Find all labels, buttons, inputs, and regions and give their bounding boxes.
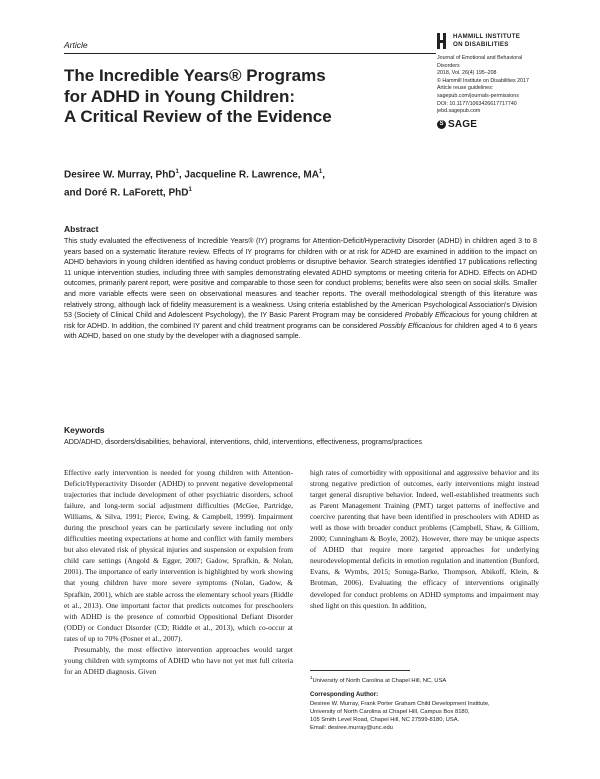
journal-line: © Hammill Institute on Disabilities 2017 — [437, 77, 529, 84]
publisher-name-line1: HAMMILL INSTITUTE — [453, 33, 521, 40]
keywords-text: ADD/ADHD, disorders/disabilities, behavioral, interventions, child, interventions, effectiveness, programs/practices — [64, 438, 422, 446]
corr-line: University of North Carolina at Chapel Hill, Campus Box 8180, — [310, 709, 470, 715]
corr-line: 105 Smith Level Road, Chapel Hill, NC 27599-8180, USA. — [310, 717, 460, 723]
title-line: The Incredible Years® Programs — [64, 66, 326, 85]
hammill-logo-icon — [437, 33, 450, 49]
publisher-block — [437, 33, 547, 130]
article-title — [64, 66, 404, 128]
body-column-right — [310, 467, 539, 611]
publisher-name — [453, 33, 520, 48]
journal-url-link[interactable]: jebd.sagepub.com — [437, 108, 481, 115]
body-paragraph: Effective early intervention is needed for young children with Attention-Deficit/Hyperactivity Disorder (ADHD) to prevent negative developmental trajectories that include development of other psychiatric disorders, school failure, and long-term social adjustment difficulties (McGee, Partridge, Williams, & Silva, 1991; Pierce, Ewing, & Campbell, 1999). Impairment during the preschool years can be particularly severe including not only difficulties meeting expectations at home and conflict with family members but also elevated risk of physical injuries and suspension or expulsion from child care settings (Angold & Egger, 2007; Gadow, Sprafkin, & Nolan, 2001). The importance of early intervention is highlighted by work showing that young children have more severe symptoms (Nolan, Gadow, & Sprafkin, 2001), which are stable across the elementary school years (Riddle et al., 2013). One important factor that predicts outcomes for preschoolers with ADHD is the presence of comorbid Oppositional Defiant Disorder (ODD) or Conduct Disorder (CD; Riddle et al., 2013), which co-occur at rates of up to 70% (Posner et al., 2007). — [64, 468, 293, 643]
keywords-heading: Keywords — [64, 425, 105, 435]
body-paragraph: Presumably, the most effective intervention approaches would target young children with symptoms of ADHD who have not yet met full criteria for an ADHD diagnosis. Given — [64, 644, 293, 676]
author-name: and Doré R. LaForett, PhD — [64, 187, 189, 199]
journal-line: Journal of Emotional and Behavioral — [437, 55, 523, 61]
affiliation-footnote: $^1$University of North Carolina at Chapel Hill, NC, USA — [310, 675, 447, 684]
sage-logo — [437, 119, 547, 130]
sage-wordmark: SAGE — [448, 118, 478, 130]
corr-email-link[interactable]: Email: desiree.murray@unc.edu — [310, 725, 393, 731]
sage-logo-icon: S — [437, 120, 446, 129]
corresponding-author-heading: Corresponding Author: — [310, 691, 379, 698]
footnote-rule — [310, 670, 410, 671]
corr-line: Desiree W. Murray, Frank Porter Graham Child Development Institute, — [310, 701, 490, 707]
author-affil-sup: 1 — [318, 169, 323, 175]
author-list — [64, 165, 404, 201]
doi-link[interactable]: DOI: 10.1177/1063426617717740 — [437, 100, 517, 107]
abstract-text: This study evaluated the effectiveness of Incredible Years® (IY) programs for Attention-Deficit/Hyperactivity Disorder (ADHD) in children aged 3 to 8 years based on a systematic literature review. Effects of IY programs for children with or at risk for ADHD are examined in addition to the impact on ADHD behaviors in young children identified as having conduct problems or disruptive behavior. Search strategies identified 17 publications reflecting 11 unique intervention studies, including three with samples demonstrating elevated ADHD symptoms or meeting criteria for ADHD. Effects on ADHD outcomes, primarily parent report, were positive and comparable to those seen for conduct problems; benefits were also seen on social skills. Smaller and more variable effects were seen on observational measures and teacher reports. The overall methodological strength of this literature was relatively strong, although lack of fidelity measurement is a weakness. Using criteria established by the American Psychological Association's Division 53 (Society of Clinical Child and Adolescent Psychology), the IY Basic Parent Program may be considered Probably Efficacious for young children at risk for ADHD. In addition, the combined IY parent and child treatment programs can be considered Possibly Efficacious for children aged 4 to 6 years with ADHD, based on one study by the developer with a diagnosed sample. — [64, 237, 538, 341]
title-line: A Critical Review of the Evidence — [64, 107, 332, 126]
author-separator: , — [322, 169, 326, 181]
reuse-link[interactable]: sagepub.com/journals-permissions — [437, 92, 519, 99]
corresponding-author-details — [310, 700, 550, 732]
title-line: for ADHD in Young Children: — [64, 86, 296, 106]
journal-line: 2018, Vol. 26(4) 195–208 — [437, 70, 497, 77]
journal-line: Disorders — [437, 62, 460, 69]
body-column-left — [64, 467, 293, 677]
author-name: , Jacqueline R. Lawrence, MA — [178, 169, 319, 181]
publisher-name-line2: ON DISABILITIES — [453, 40, 509, 48]
author-affil-sup: 1 — [175, 169, 179, 175]
header-rule — [64, 53, 436, 54]
journal-info — [437, 55, 547, 116]
article-type-label: Article — [64, 40, 88, 50]
author-affil-sup: 1 — [188, 186, 192, 193]
hammill-logo — [437, 33, 547, 49]
abstract-heading: Abstract — [64, 224, 99, 234]
journal-line: Article reuse guidelines: — [437, 85, 494, 92]
body-paragraph: high rates of comorbidity with oppositional and aggressive behavior and its strong negative prediction of outcomes, early interventions might instead target general disruptive behavior. Indeed, well-established treatments such as Parent Management Training (PMT) target patterns of ineffective and coercive parenting that have been identified in preschoolers with ADHD as well as those with broader conduct problems (Campbell, Shaw, & Gilliom, 2000; Cunningham & Boyle, 2002). However, there may be unique aspects of ADHD that require more targeted approaches for underlying neurodevelopmental deficits in emotion regulation and inattention (Bunford, Evans, & Wymbs, 2015; Sonuga-Barke, Thompson, Abikoff, Klein, & Brotman, 2006). Evaluating the efficacy of interventions originally developed for conduct problems on ADHD symptoms and impairment may shed light on this question. In addition, — [310, 468, 539, 610]
author-name: Desiree W. Murray, PhD — [64, 169, 176, 181]
